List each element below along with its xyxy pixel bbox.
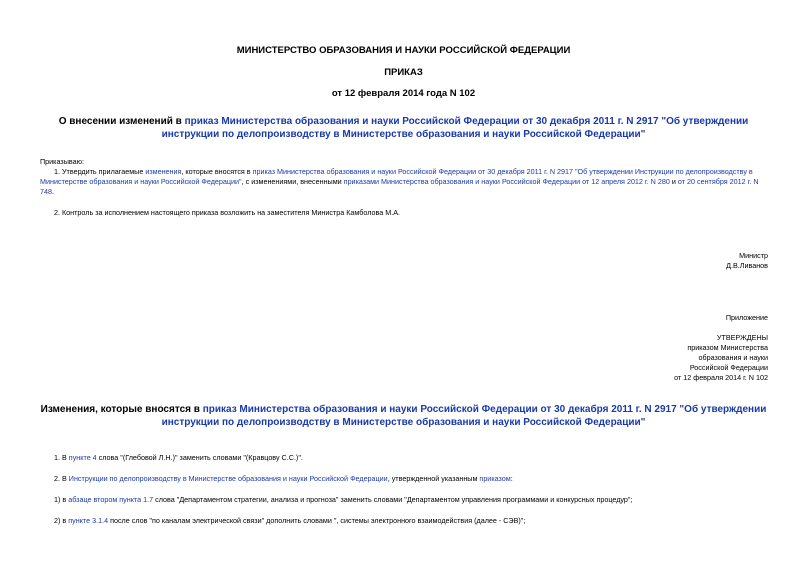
- c1-link-point-4[interactable]: пункте 4: [68, 453, 97, 462]
- c4-text-b: после слов "по каналам электрической связи" дополнить словами ", системы электронного взаимодействия (далее - СЭВ)";: [108, 516, 526, 525]
- appendix-approved: УТВЕРЖДЕНЫ: [716, 333, 768, 342]
- c3-text-b: слова "Департаментом стратегии, анализа и прогноза" заменить словами "Департаментом управления программами и конкурсных процедур";: [153, 495, 633, 504]
- changes-title: [40, 403, 767, 429]
- change-item-2: [54, 474, 770, 484]
- order-title-link[interactable]: приказ Министерства образования и науки Российской Федерации от 30 декабря 2011 г. N 2917 "Об утверждении инструкции по делопроизводству в Министерстве образования и науки Российской Федерации": [161, 116, 749, 140]
- changes-title-link[interactable]: приказ Министерства образования и науки Российской Федерации от 30 декабря 2011 г. N 2917 "Об утверждении инструкции по делопроизводству в Министерстве образования и науки Российской Федерации": [161, 404, 767, 428]
- appendix-label: Приложение: [725, 313, 768, 322]
- doc-type-heading: ПРИКАЗ: [384, 67, 423, 78]
- appendix-line-4: от 12 февраля 2014 г. N 102: [674, 373, 768, 382]
- appendix-line-1: приказом Министерства: [687, 343, 768, 352]
- change-item-4: [54, 516, 770, 526]
- c2-link-order[interactable]: приказом: [479, 474, 511, 483]
- p1-link-order-280[interactable]: приказами Министерства образования и науки Российской Федерации от 12 апреля 2012 г. N 280: [343, 177, 670, 186]
- changes-title-prefix: Изменения, которые вносятся в: [40, 404, 203, 415]
- signature-name: Д.В.Ливанов: [726, 261, 768, 270]
- appendix-line-3: Российской Федерации: [689, 363, 768, 372]
- p1-text-a: 1. Утвердить прилагаемые: [54, 167, 146, 176]
- c1-text-b: слова "(Глебовой Л.Н.)" заменить словами "(Кравцову С.С.)".: [96, 453, 303, 462]
- p1-link-order-2917[interactable]: приказ Министерства образования и науки Российской Федерации от 30 декабря 2011 г. N 2917 "Об утверждении Инструкции по делопроизводству в Министерстве образования и науки Российской Федерации": [40, 167, 753, 186]
- c1-text-a: 1. В: [54, 453, 69, 462]
- c2-text-a: 2. В: [54, 474, 69, 483]
- p1-link-changes[interactable]: изменения: [145, 167, 182, 176]
- c3-text-a: 1) в: [54, 495, 69, 504]
- order-lead: Приказываю:: [40, 157, 84, 166]
- p1-text-e: .: [52, 187, 54, 196]
- c2-text-c: :: [510, 474, 513, 483]
- p1-text-d: и: [669, 177, 678, 186]
- order-date-number: от 12 февраля 2014 года N 102: [331, 88, 476, 99]
- ministry-heading: МИНИСТЕРСТВО ОБРАЗОВАНИЯ И НАУКИ РОССИЙСКОЙ ФЕДЕРАЦИИ: [236, 45, 571, 56]
- change-item-3: [54, 495, 770, 505]
- p1-text-b: , которые вносятся в: [181, 167, 253, 176]
- change-item-1: [54, 453, 770, 463]
- order-paragraph-2: 2. Контроль за исполнением настоящего приказа возложить на заместителя Министра Камболова М.А.: [54, 208, 400, 217]
- c3-link-point-1-7[interactable]: абзаце втором пункта 1.7: [68, 495, 154, 504]
- order-title-prefix: О внесении изменений в: [58, 116, 185, 127]
- p1-link-order-748[interactable]: от 20 сентября 2012 г. N 748: [40, 177, 759, 196]
- order-title: [40, 115, 767, 141]
- appendix-line-2: образования и науки: [698, 353, 768, 362]
- c4-text-a: 2) в: [54, 516, 69, 525]
- order-paragraph-1: [40, 167, 772, 197]
- signature-position: Министр: [739, 251, 768, 260]
- c4-link-point-3-1-4[interactable]: пункте 3.1.4: [68, 516, 109, 525]
- p1-text-c: , с изменениями, внесенными: [241, 177, 344, 186]
- c2-text-b: , утвержденной указанным: [387, 474, 480, 483]
- c2-link-instruction[interactable]: Инструкции по делопроизводству в Министерстве образования и науки Российской Федерации: [68, 474, 388, 483]
